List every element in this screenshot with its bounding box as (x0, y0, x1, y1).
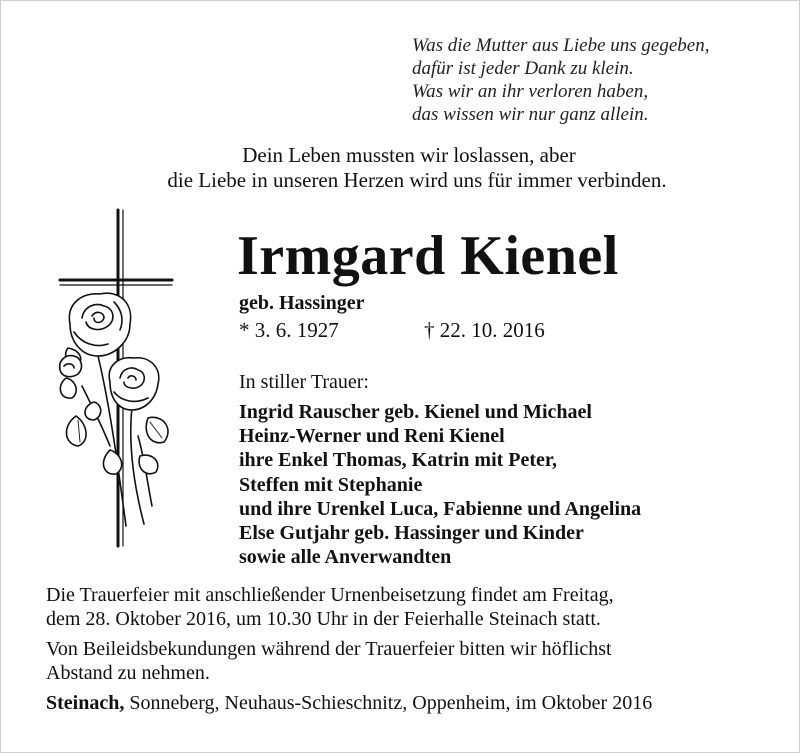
poem-line: Was die Mutter aus Liebe uns gegeben, (412, 35, 710, 56)
poem-line: dafür ist jeder Dank zu klein. (412, 58, 634, 79)
poem-line: das wissen wir nur ganz allein. (412, 104, 649, 125)
place-and-date (46, 692, 652, 715)
poem (412, 34, 709, 126)
condolence-note (46, 637, 612, 685)
motto (0, 143, 800, 193)
condolence-line: Abstand zu nehmen. (46, 662, 210, 684)
mourner-line: Steffen mit Stephanie (239, 473, 423, 496)
maiden-name: geb. Hassinger (239, 292, 365, 314)
condolence-line: Von Beileidsbekundungen während der Trauerfeier bitten wir höflichst (46, 638, 612, 660)
mourners-list (239, 400, 641, 569)
deceased-name: Irmgard Kienel (237, 225, 619, 287)
mourner-line: Else Gutjahr geb. Hassinger und Kinder (239, 522, 584, 545)
poem-line: Was wir an ihr verloren haben, (412, 81, 649, 102)
place-rest: Sonneberg, Neuhaus-Schieschnitz, Oppenheim, im Oktober 2016 (124, 692, 653, 714)
service-line: Die Trauerfeier mit anschließender Urnenbeisetzung findet am Freitag, (46, 584, 614, 606)
mourner-line: ihre Enkel Thomas, Katrin mit Peter, (239, 449, 557, 472)
motto-line: Dein Leben mussten wir loslassen, aber (242, 143, 576, 167)
cross-with-roses-icon (52, 206, 174, 552)
mourner-line: Heinz-Werner und Reni Kienel (239, 425, 505, 448)
birth-date: * 3. 6. 1927 (239, 318, 339, 342)
mourning-label: In stiller Trauer: (239, 371, 369, 393)
mourner-line: sowie alle Anverwandten (239, 546, 452, 569)
mourner-line: und ihre Urenkel Luca, Fabienne und Angelina (239, 497, 642, 520)
service-line: dem 28. Oktober 2016, um 10.30 Uhr in der Feierhalle Steinach statt. (46, 608, 601, 630)
motto-line: die Liebe in unseren Herzen wird uns für immer verbinden. (167, 168, 667, 192)
mourner-line: Ingrid Rauscher geb. Kienel und Michael (239, 401, 592, 423)
service-info (46, 583, 614, 631)
death-date: † 22. 10. 2016 (424, 318, 545, 342)
place-primary: Steinach, (46, 692, 125, 714)
